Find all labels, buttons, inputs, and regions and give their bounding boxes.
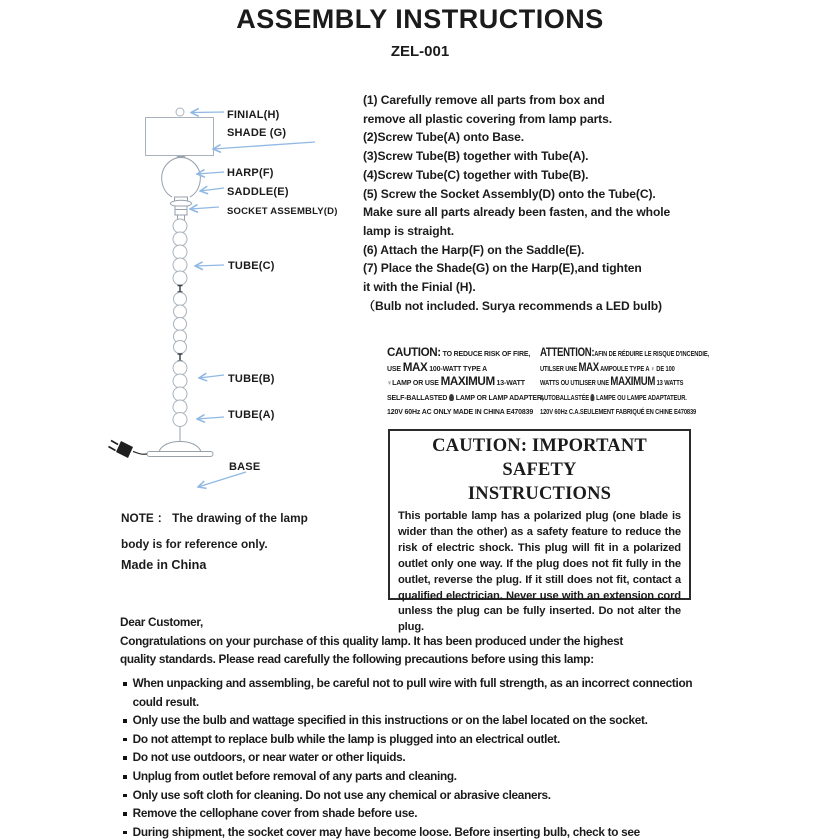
caution-english: CAUTION: TO REDUCE RISK OF FIRE, USE MAX 100-WATT TYPE A ♀LAMP OR USE MAXIMUM 13-WATT SELF-BALLASTED LAMP OR LAMP ADAPTER, 120V 60Hz AC ONLY MADE IN CHINA E470839: [387, 345, 544, 417]
tube-c-beads: [173, 219, 187, 285]
precaution-item: Only use the bulb and wattage specified in this instructions or on the label located on the socket.: [120, 711, 752, 730]
step-line: (5) Screw the Socket Assembly(D) onto the Tube(C).: [363, 186, 656, 201]
step-line: remove all plastic covering from lamp parts.: [363, 111, 612, 126]
label-tube-b: TUBE(B): [228, 373, 275, 385]
finial-shape: [176, 108, 184, 116]
safety-box-body: This portable lamp has a polarized plug (one blade is wider than the other) as a safety feature to reduce the risk of electric shock. This plug will fit in a polarized outlet only one way. If the plug does not fit fully in the outlet, reverse the plug. If it still does not fit, contact a qualified electrician. Never use with an extension cord unless the plug can be fully inserted. Do not alter the plug.: [398, 510, 681, 634]
step-line: (4)Screw Tube(C) together with Tube(B).: [363, 167, 589, 182]
tube-a-beads: [173, 361, 187, 427]
note-line-2: body is for reference only.: [121, 537, 268, 551]
note-line-1: NOTE ： The drawing of the lamp: [121, 511, 308, 525]
attention-french: ATTENTION:AFIN DE RÉDUIRE LE RISQUE D'INCENDIE, UTILSER UNE MAX AMPOULE TYPE A ♀ DE 100 WATTS OU UTILISER UNE MAXIMUM 13 WATTS AUTOBALLASTÉE LAMPE OU LAMPE ADAPTATEUR. 120V 60Hz C.A.SEULEMENT FABRIQUÉ EN CHINE E470839: [540, 345, 710, 417]
precaution-item: During shipment, the socket cover may have become loose. Before inserting bulb, check to see: [120, 823, 752, 840]
precaution-item: Unplug from outlet before removal of any parts and cleaning.: [120, 767, 752, 786]
shade-shape: [146, 118, 214, 156]
bullet-dot-icon: [123, 831, 127, 835]
bullet-dot-icon: [123, 682, 127, 686]
tube-b-arrow: [199, 375, 224, 378]
label-finial: FINIAL(H): [227, 109, 280, 121]
assembly-steps: [363, 91, 703, 315]
tube-c-arrow: [195, 265, 224, 266]
tube-b-beads: [174, 293, 187, 354]
letter-salutation: Dear Customer,: [120, 615, 203, 629]
step-line: lamp is straight.: [363, 223, 455, 238]
label-tube-a: TUBE(A): [228, 409, 275, 421]
ul-caution-label: [387, 343, 710, 417]
step-line: Make sure all parts already been fasten, and the whole: [363, 205, 671, 220]
bullet-dot-icon: [123, 756, 127, 760]
base-dome-shape: [159, 442, 201, 453]
precaution-item: Do not use outdoors, or near water or other liquids.: [120, 748, 752, 767]
step-line: (1) Carefully remove all parts from box and: [363, 93, 605, 107]
base-arrow: [198, 472, 246, 487]
precautions-list: [120, 674, 752, 840]
shade-arrow: [213, 142, 315, 149]
bullet-dot-icon: [123, 812, 127, 816]
harp-shape: [162, 158, 201, 198]
bullet-dot-icon: [123, 794, 127, 798]
step-line: (6) Attach the Harp(F) on the Saddle(E).: [363, 242, 585, 257]
step-line: it with the Finial (H).: [363, 280, 476, 295]
step-line: (7) Place the Shade(G) on the Harp(E),and tighten: [363, 261, 642, 276]
label-socket-assembly: SOCKET ASSEMBLY(D): [227, 206, 338, 217]
precaution-item: When unpacking and assembling, be careful not to pull wire with full strength, as an incorrect connection could result.: [120, 674, 752, 711]
saddle-arrow: [200, 188, 224, 191]
label-shade: SHADE (G): [227, 127, 287, 139]
safety-box-title: CAUTION: IMPORTANT SAFETY: [432, 436, 647, 480]
plug-icon: [109, 441, 134, 459]
page-title: ASSEMBLY INSTRUCTIONS: [236, 4, 604, 34]
label-saddle: SADDLE(E): [227, 186, 289, 198]
step-line: (3)Screw Tube(B) together with Tube(A).: [363, 149, 589, 164]
label-base: BASE: [229, 461, 261, 473]
finial-arrow: [191, 112, 224, 113]
model-number: ZEL-001: [390, 43, 450, 60]
safety-instructions-box: [388, 429, 691, 634]
bullet-dot-icon: [123, 719, 127, 723]
precaution-item: Do not attempt to replace bulb while the lamp is plugged into an electrical outlet.: [120, 730, 752, 749]
step-line: （Bulb not included. Surya recommends a LED bulb): [363, 298, 662, 313]
bullet-dot-icon: [123, 738, 127, 742]
label-tube-c: TUBE(C): [228, 260, 275, 272]
tube-a-arrow: [197, 417, 224, 419]
harp-arrow: [197, 172, 224, 174]
precaution-item: Only use soft cloth for cleaning. Do not use any chemical or abrasive cleaners.: [120, 786, 752, 805]
bullet-dot-icon: [123, 775, 127, 779]
power-cord: [133, 452, 147, 455]
letter-intro-line: Congratulations on your purchase of this quality lamp. It has been produced under the highest: [120, 634, 624, 648]
lamp-diagram: [105, 95, 360, 505]
made-in-china: Made in China: [121, 558, 207, 572]
safety-box-title: INSTRUCTIONS: [467, 484, 612, 504]
bulb-outline-icon: ♀: [650, 363, 655, 373]
letter-intro-line: quality standards. Please read carefully the following precautions before using this lamp:: [120, 652, 594, 666]
label-harp: HARP(F): [227, 167, 274, 179]
step-line: (2)Screw Tube(A) onto Base.: [363, 130, 525, 145]
socket-arrow: [190, 207, 219, 209]
precaution-item: Remove the cellophane cover from shade before use.: [120, 804, 752, 823]
socket-shape: [175, 206, 187, 215]
bulb-outline-icon: ♀: [387, 378, 393, 388]
base-plate-shape: [147, 452, 213, 457]
